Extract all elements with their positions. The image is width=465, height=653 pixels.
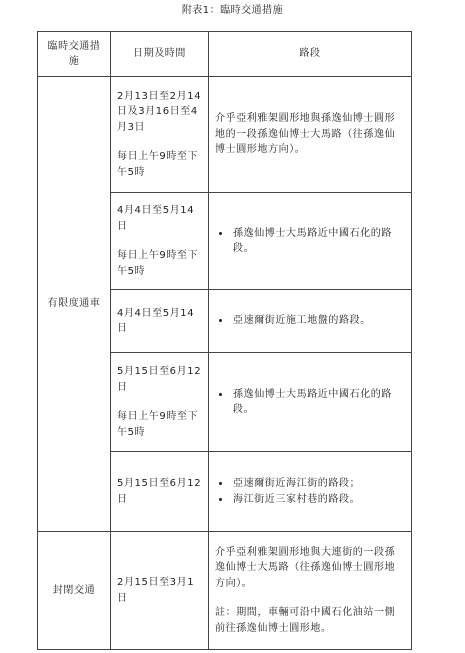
- route-list: [215, 387, 405, 418]
- date-range: 2月15日至3月1日: [117, 577, 195, 604]
- date-cell: [111, 353, 209, 452]
- daily-time: 每日上午9時至下午5時: [117, 411, 199, 438]
- route-text: 介乎亞利雅架圓形地與孫逸仙博士圓形地的一段孫逸仙博士大馬路（往孫逸仙博士圓形地方向）。: [215, 113, 396, 156]
- traffic-measures-table: [37, 31, 412, 650]
- date-cell: [111, 193, 209, 290]
- table-row: [38, 532, 412, 650]
- route-cell: [209, 193, 412, 290]
- date-cell: [111, 290, 209, 353]
- date-cell: [111, 77, 209, 193]
- route-list-item: • 亞速爾街近海江街的路段；: [231, 476, 405, 492]
- route-list-item: • 孫逸仙博士大馬路近中國石化的路段。: [231, 387, 405, 418]
- route-cell: [209, 452, 412, 532]
- date-range: 5月15日至6月12日: [117, 366, 202, 393]
- route-list: [215, 476, 405, 507]
- header-route: 路段: [209, 32, 412, 77]
- route-note: 註：期間，車輛可沿中國石化油站一側前往孫逸仙博士圓形地。: [215, 607, 396, 634]
- date-cell: [111, 452, 209, 532]
- date-range: 4月4日至5月14日: [117, 307, 195, 334]
- daily-time: 每日上午9時至下午5時: [117, 151, 199, 178]
- route-cell: [209, 532, 412, 650]
- category-cell: 有限度通車: [38, 77, 111, 532]
- route-list: [215, 313, 405, 329]
- header-category: 臨時交通措施: [38, 32, 111, 77]
- category-cell: 封閉交通: [38, 532, 111, 650]
- route-text: 介乎亞利雅架圓形地與大連街的一段孫逸仙博士大馬路（往孫逸仙博士圓形地方向）。: [215, 546, 396, 589]
- date-range: 4月4日至5月14日: [117, 205, 195, 232]
- route-cell: [209, 290, 412, 353]
- route-cell: [209, 77, 412, 193]
- route-list-item: • 海江街近三家村巷的路段。: [231, 492, 405, 508]
- route-list-item: • 孫逸仙博士大馬路近中國石化的路段。: [231, 226, 405, 257]
- date-range: 5月15日至6月12日: [117, 478, 202, 505]
- table-header-row: [38, 32, 412, 77]
- date-range: 2月13日至2月14日及3月16日至4月3日: [117, 90, 202, 133]
- daily-time: 每日上午9時至下午5時: [117, 250, 199, 277]
- header-date: 日期及時間: [111, 32, 209, 77]
- route-cell: [209, 353, 412, 452]
- table-row: [38, 77, 412, 193]
- route-list-item: • 亞速爾街近施工地盤的路段。: [231, 313, 405, 329]
- date-cell: [111, 532, 209, 650]
- route-list: [215, 226, 405, 257]
- table-caption: 附表1：臨時交通措施: [181, 5, 284, 16]
